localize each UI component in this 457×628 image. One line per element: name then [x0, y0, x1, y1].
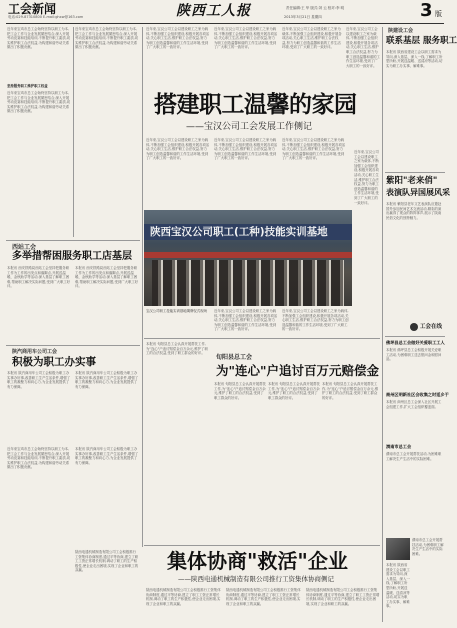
bottom-text-1: 陕西电通机械制造有限公司工会积极推行工资集体协商制度,通过平等协商,建立了职工工资正常增长机制,调动了职工的生产积极性,使企业走出困境,实现了企业和职工的双赢。 [146, 588, 221, 606]
story1-rule [6, 240, 140, 241]
story2-kicker: 陕汽商用车公司工会 [12, 349, 58, 355]
main-text-low-2: 近年来,宝汉公司工会以建设职工之家为载体,不断加强工会组织建设,积极开展各项活动,关心职工生活,维护职工合法权益,努力为职工创造温馨和谐的工作生活环境,受到了广大职工的一致好评。 [214, 309, 278, 332]
editor-line: 责任编辑:王 华 版式:刘 云 校对:李 明 [286, 6, 345, 10]
mid-text-3: 本报讯 旬阳县总工会认真开展帮扶工作,为"连心"户追讨赔偿金百万余元,维护了职工的合法权益,受到了职工群众的好评。 [268, 382, 320, 400]
right-top-kicker: 陕建设工会 [388, 28, 414, 34]
mid-headline: 为"连心"户追讨百万元赔偿金 [216, 363, 380, 378]
union-logo-text: 工会在线 [420, 324, 443, 330]
main-photo [144, 210, 352, 306]
masthead-rule [6, 23, 444, 24]
section-title: 工会新闻 [8, 2, 57, 16]
photo-banner-text: 陕西宝汉公司职工(工种)技能实训基地 [150, 226, 328, 238]
main-text-right-2: 近年来,宝汉公司工会以建设职工之家为载体,不断加强工会组织建设,积极开展各项活动,关心职工生活,维护职工合法权益,努力为职工创造温馨和谐的工作生活环境,受到了广大职工的一致好评。 [354, 150, 379, 205]
right-mid-headline: 表演队异国展风采 [386, 188, 450, 197]
photo-people [152, 260, 344, 306]
masthead [0, 0, 450, 23]
bottom-subheadline: ——陕西电通机械制造有限公司推行工资集体协商侧记 [178, 575, 334, 583]
bottom-text-2: 陕西电通机械制造有限公司工会积极推行工资集体协商制度,通过平等协商,建立了职工工资正常增长机制,调动了职工的生产积极性,使企业走出困境,实现了企业和职工的双赢。 [226, 588, 301, 606]
bottom-rule [144, 545, 380, 546]
left-intro-bold: 坚持服务职工维护职工权益 [7, 84, 48, 88]
right-mid-kicker: 紫阳"老来俏" [386, 176, 438, 186]
col-divider-2 [142, 27, 143, 547]
left-col2-text: 近年来宝鸡市总工会始终坚持以职工为本,把工会工作与企业发展紧密结合,深入开展劳动竞赛和技能培训,不断提升职工素质,切实维护职工合法权益,为构建和谐劳动关系做出了积极贡献。 [75, 27, 139, 50]
left-intro-text: 近年来宝鸡市总工会始终坚持以职工为本,把工会工作与企业发展紧密结合,深入开展劳动竞赛和技能培训,不断提升职工素质,切实维护职工合法权益,为构建和谐劳动关系做出了积极贡献。 [7, 27, 71, 50]
page-number: 3 [420, 0, 433, 21]
right-top-text: 本报讯 陕西省建设工会以职工需求为导向,深入基层、深入一线,了解职工所思所盼,开展送温暖、送清凉等活动,切实为职工办实事、解难事。 [386, 50, 443, 68]
main-text-low-3: 近年来,宝汉公司工会以建设职工之家为载体,不断加强工会组织建设,积极开展各项活动,关心职工生活,维护职工合法权益,努力为职工创造温馨和谐的工作生活环境,受到了广大职工的一致好评。 [282, 309, 349, 332]
page-label: 版 [435, 10, 442, 18]
main-text-top-3: 近年来,宝汉公司工会以建设职工之家为载体,不断加强工会组织建设,积极开展各项活动,关心职工生活,维护职工合法权益,努力为职工创造温馨和谐的工作生活环境,受到了广大职工的一致好评。 [282, 27, 342, 50]
story2-rule [6, 345, 140, 346]
left-bottom-text-a: 近年来宝鸡市总工会始终坚持以职工为本,把工会工作与企业发展紧密结合,深入开展劳动竞赛和技能培训,不断提升职工素质,切实维护职工合法权益,为构建和谐劳动关系做出了积极贡献。 [7, 447, 71, 470]
main-text-right-1: 近年来,宝汉公司工会以建设职工之家为载体,不断加强工会组织建设,积极开展各项活动,关心职工生活,维护职工合法权益,努力为职工创造温馨和谐的工作生活环境,受到了广大职工的一致好评。 [346, 27, 380, 68]
brief2-text: 本报讯 商州区总工会深入社区开展工会组建工作,扩大工会组织覆盖面。 [386, 400, 442, 409]
story2-text-a: 本报讯 陕汽商用车公司工会积极为职工办实事办好事,改善职工生产生活条件,增强了职工的凝聚力和向心力,为企业发展提供了有力保障。 [7, 371, 71, 389]
mid-text-4: 本报讯 旬阳县总工会认真开展帮扶工作,为"连心"户追讨赔偿金百万余元,维护了职工的合法权益,受到了职工群众的好评。 [322, 382, 379, 400]
right-rule-2 [385, 336, 445, 337]
col-divider-3 [382, 27, 383, 622]
newspaper-title: 陕西工人报 [176, 3, 251, 19]
photo-caption: 宝汉公司职工技能实训基地揭牌仪式现场 [146, 309, 208, 313]
right-bottom-text: 渭南市总工会开展帮扶活动,为困难职工解决生产生活中的实际困难。 [412, 538, 444, 556]
union-logo-icon [410, 323, 418, 331]
main-text-top-1: 近年来,宝汉公司工会以建设职工之家为载体,不断加强工会组织建设,积极开展各项活动,关心职工生活,维护职工合法权益,努力为职工创造温馨和谐的工作生活环境,受到了广大职工的一致好评。 [146, 27, 210, 50]
brief1-headline: 佛坪县总工会做好关爱职工工人 [386, 340, 445, 345]
brief1-text: 本报讯 佛坪县总工会积极开展关爱职工活动,为困难职工送去慰问金和慰问品。 [386, 348, 442, 362]
story2-headline: 积极为职工办实事 [12, 356, 96, 368]
mid-kicker: 旬阳县总工会 [216, 354, 253, 361]
date-line: 2013年3月21日 星期四 [284, 15, 322, 19]
left-intro-text-2: 近年来宝鸡市总工会始终坚持以职工为本,把工会工作与企业发展紧密结合,深入开展劳动竞赛和技能培训,不断提升职工素质,切实维护职工合法权益,为构建和谐劳动关系做出了积极贡献。 [7, 91, 71, 114]
photo-podium [144, 252, 352, 258]
col-divider-1 [73, 27, 74, 237]
left-bottom-text-b: 本报讯 陕汽商用车公司工会积极为职工办实事办好事,改善职工生产生活条件,增强了职工的凝聚力和向心力,为企业发展提供了有力保障。 [75, 447, 139, 465]
right-small-photo [386, 538, 410, 560]
mid-text-2: 本报讯 旬阳县总工会认真开展帮扶工作,为"连心"户追讨赔偿金百万余元,维护了职工的合法权益,受到了职工群众的好评。 [214, 382, 266, 400]
bottom-text-3: 陕西电通机械制造有限公司工会积极推行工资集体协商制度,通过平等协商,建立了职工工资正常增长机制,调动了职工的生产积极性,使企业走出困境,实现了企业和职工的双赢。 [306, 588, 380, 606]
main-subheadline: ——宝汉公司工会发展工作侧记 [186, 122, 313, 132]
story2-text-b: 本报讯 陕汽商用车公司工会积极为职工办实事办好事,改善职工生产生活条件,增强了职工的凝聚力和向心力,为企业发展提供了有力保障。 [75, 371, 139, 389]
story1-text-a: 本报讯 西安铁路局西站工会坚持把服务职工作为工作的出发点和落脚点,开展送温暖、金秋助学等活动,深入基层了解职工困难,帮助职工解决实际问题,受到广大职工好评。 [7, 266, 71, 289]
mid-rule [144, 338, 380, 339]
story1-kicker: 西站工会 [12, 244, 37, 251]
brief3-text: 渭南市总工会开展帮扶活动,为困难职工解决生产生活中的实际困难。 [386, 452, 442, 461]
brief3-headline: 渭南市总工会 [386, 444, 412, 449]
contact-line: 电话:029-87310800 E-mail:ghxw@163.com [8, 15, 84, 19]
main-text-top-2: 近年来,宝汉公司工会以建设职工之家为载体,不断加强工会组织建设,积极开展各项活动,关心职工生活,维护职工合法权益,努力为职工创造温馨和谐的工作生活环境,受到了广大职工的一致好评。 [214, 27, 278, 50]
right-rule-1 [385, 172, 445, 173]
main-text-mid-2: 近年来,宝汉公司工会以建设职工之家为载体,不断加强工会组织建设,积极开展各项活动,关心职工生活,维护职工合法权益,努力为职工创造温馨和谐的工作生活环境,受到了广大职工的一致好评。 [214, 138, 278, 161]
right-bottom-text-2: 本报讯 陕西省建设工会以职工需求为导向,深入基层、深入一线,了解职工所思所盼,开展送温暖、送清凉等活动,切实为职工办实事、解难事。 [386, 563, 410, 609]
main-text-mid-3: 近年来,宝汉公司工会以建设职工之家为载体,不断加强工会组织建设,积极开展各项活动,关心职工生活,维护职工合法权益,努力为职工创造温馨和谐的工作生活环境,受到了广大职工的一致好评。 [282, 138, 346, 161]
story1-headline: 多举措帮困服务职工店基层 [12, 251, 132, 262]
brief2-headline: 商州区明新社区会收集之时延乡于 [386, 392, 449, 397]
main-headline: 搭建职工温馨的家园 [154, 92, 357, 118]
right-mid-text: 本报讯 紫阳县老年文艺表演队应邀赴国外参加民间艺术交流活动,精彩的演出赢得了观众的阵阵掌声,展示了陕南民俗文化的独特魅力。 [386, 202, 442, 220]
story1-text-b: 本报讯 西安铁路局西站工会坚持把服务职工作为工作的出发点和落脚点,开展送温暖、金秋助学等活动,深入基层了解职工困难,帮助职工解决实际问题,受到广大职工好评。 [75, 266, 139, 289]
bottom-headline: 集体协商"救活"企业 [167, 549, 348, 573]
union-online-logo [410, 322, 444, 332]
mid-text-left: 本报讯 旬阳县总工会认真开展帮扶工作,为"连心"户追讨赔偿金百万余元,维护了职工的合法权益,受到了职工群众的好评。 [146, 342, 208, 356]
right-top-headline: 联系基层 服务职工 [386, 36, 457, 46]
main-text-mid-1: 近年来,宝汉公司工会以建设职工之家为载体,不断加强工会组织建设,积极开展各项活动,关心职工生活,维护职工合法权益,努力为职工创造温馨和谐的工作生活环境,受到了广大职工的一致好评。 [146, 138, 210, 161]
bottom-text-left: 陕西电通机械制造有限公司工会积极推行工资集体协商制度,通过平等协商,建立了职工工资正常增长机制,调动了职工的生产积极性,使企业走出困境,实现了企业和职工的双赢。 [75, 550, 139, 573]
